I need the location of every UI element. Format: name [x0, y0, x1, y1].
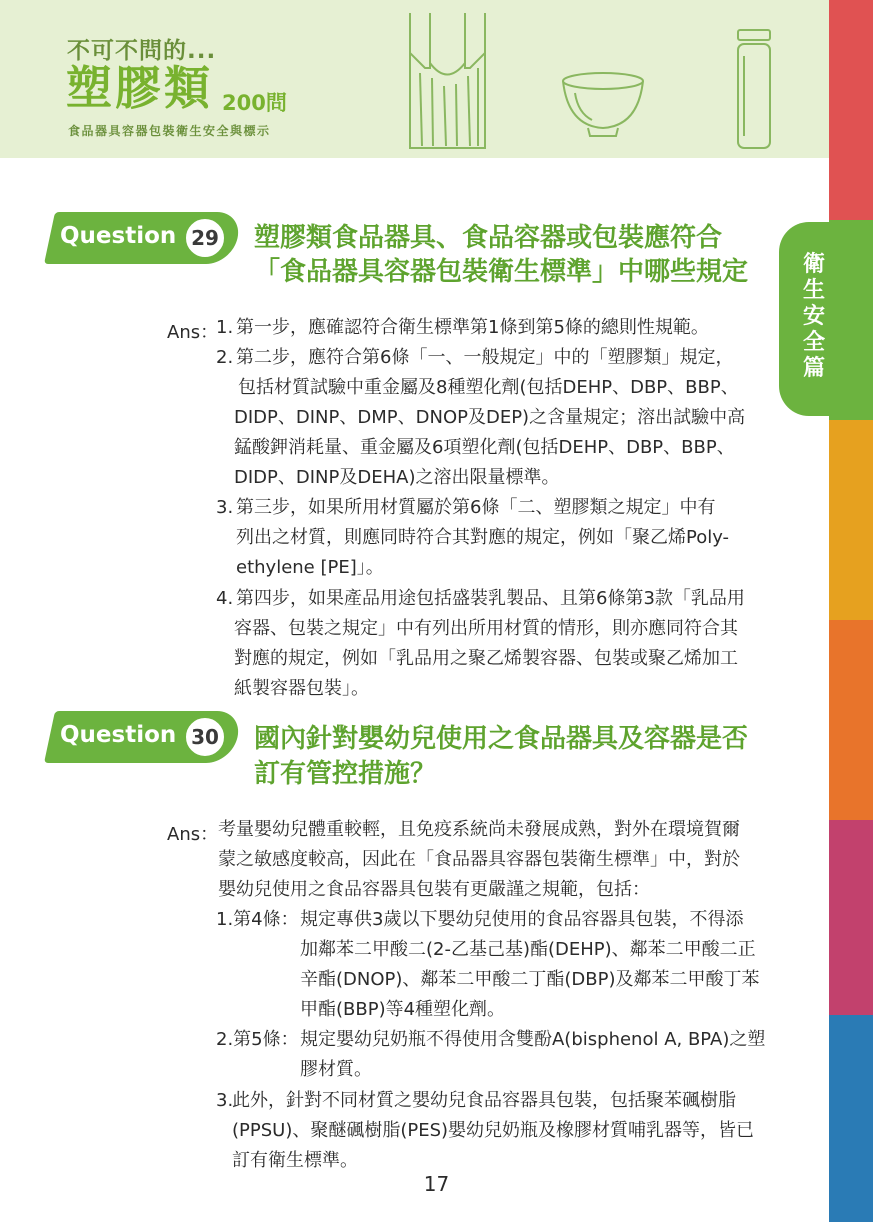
item-line: 第一步，應確認符合衛生標準第1條到第5條的總則性規範。: [236, 317, 709, 338]
item-line: 規定嬰幼兒奶瓶不得使用含雙酚A(bisphenol A, BPA)之塑: [300, 1029, 766, 1050]
answer-label-29: Ans：: [167, 322, 219, 343]
item-line: 辛酯(DNOP)、鄰苯二甲酸二丁酯(DBP)及鄰苯二甲酸丁苯: [300, 969, 760, 990]
answer-label-30: Ans：: [167, 824, 219, 845]
intro-line: 考量嬰幼兒體重較輕，且免疫系統尚未發展成熟，對外在環境賀爾: [218, 819, 740, 840]
brand-subtitle: 食品器具容器包裝衛生安全與標示: [68, 124, 271, 138]
bottle-icon: [738, 30, 770, 148]
brand-count: 200問: [222, 91, 287, 115]
item-line: 加鄰苯二甲酸二(2-乙基己基)酯(DEHP)、鄰苯二甲酸二正: [300, 939, 756, 960]
section-stripe-magenta: [829, 820, 873, 1015]
item-line: ethylene [PE]」。: [236, 557, 384, 578]
intro-line: 蒙之敏感度較高，因此在「食品器具容器包裝衛生標準」中，對於: [218, 849, 740, 870]
item-number: 3.: [216, 497, 234, 518]
section-stripe-orange: [829, 620, 873, 820]
item-line: DIDP、DINP、DMP、DNOP及DEP)之含量規定；溶出試驗中高: [234, 407, 746, 428]
item-line: 規定專供3歲以下嬰幼兒使用的食品容器具包裝，不得添: [300, 909, 744, 930]
item-line: 包括材質試驗中重金屬及8種塑化劑(包括DEHP、DBP、BBP、: [238, 377, 739, 398]
question-title-29-line-1: 塑膠類食品器具、食品容器或包裝應符合: [254, 223, 723, 253]
bowl-icon: [563, 73, 643, 136]
question-title-29-line-2: 「食品器具容器包裝衛生標準」中哪些規定: [254, 257, 749, 287]
brand-main-title: 塑膠類: [66, 61, 213, 115]
item-line: 甲酯(BBP)等4種塑化劑。: [300, 999, 506, 1020]
question-badge-29: [44, 212, 232, 264]
answer-item: [216, 313, 776, 343]
item-line: 容器、包裝之規定」中有列出所用材質的情形，則亦應同符合其: [234, 618, 738, 639]
item-line: 紙製容器包裝」。: [234, 678, 369, 699]
item-line: 訂有衛生標準。: [232, 1150, 358, 1171]
answer-intro: [218, 815, 783, 905]
header-banner: [0, 0, 829, 158]
item-line: DIDP、DINP及DEHA)之溶出限量標準。: [234, 467, 560, 488]
page-number: 17: [423, 1172, 450, 1196]
question-title-30-line-1: 國內針對嬰幼兒使用之食品器具及容器是否: [254, 724, 749, 754]
item-line: 錳酸鉀消耗量、重金屬及6項塑化劑(包括DEHP、DBP、BBP、: [234, 437, 735, 458]
question-badge-30: [44, 711, 232, 763]
answer-item: [216, 1086, 781, 1176]
item-line: 對應的規定，例如「乳品用之聚乙烯製容器、包裝或聚乙烯加工: [234, 648, 738, 669]
header-illustration: [400, 8, 800, 158]
item-line: 第三步，如果所用材質屬於第6條「二、塑膠類之規定」中有: [236, 497, 716, 518]
item-line: 膠材質。: [300, 1059, 372, 1080]
question-number: 30: [191, 725, 219, 749]
section-stripe-red: [829, 0, 873, 220]
section-stripe-yellow: [829, 420, 873, 620]
answer-item: [216, 1025, 781, 1085]
item-line: 列出之材質，則應同時符合其對應的規定，例如「聚乙烯Poly-: [236, 527, 730, 548]
intro-line: 嬰幼兒使用之食品容器具包裝有更嚴謹之規範，包括：: [218, 879, 650, 900]
item-line: 此外，針對不同材質之嬰幼兒食品容器具包裝，包括聚苯碸樹脂: [232, 1090, 736, 1111]
section-tab-label: 衛生安全篇: [802, 252, 825, 381]
answer-item: [216, 905, 781, 1025]
item-number: 2.第5條：: [216, 1029, 299, 1050]
question-title-30-line-2: 訂有管控措施？: [254, 759, 437, 789]
question-label: Question: [60, 223, 177, 249]
item-number: 2.: [216, 347, 234, 368]
item-line: 第二步，應符合第6條「一、一般規定」中的「塑膠類」規定，: [236, 347, 734, 368]
answer-item: [216, 493, 776, 583]
item-line: 第四步，如果產品用途包括盛裝乳製品、且第6條第3款「乳品用: [236, 588, 745, 609]
plastic-bag-icon: [410, 13, 485, 148]
item-line: (PPSU)、聚醚碸樹脂(PES)嬰幼兒奶瓶及橡膠材質哺乳器等，皆已: [232, 1120, 755, 1141]
question-label: Question: [60, 722, 177, 748]
answer-item: [216, 343, 776, 493]
brand-pre-title: 不可不問的...: [67, 38, 217, 64]
item-number: 3.: [216, 1090, 234, 1111]
item-number: 1.: [216, 317, 234, 338]
item-number: 4.: [216, 588, 234, 609]
answer-item: [216, 584, 781, 704]
question-number: 29: [191, 226, 219, 250]
item-number: 1.第4條：: [216, 909, 299, 930]
